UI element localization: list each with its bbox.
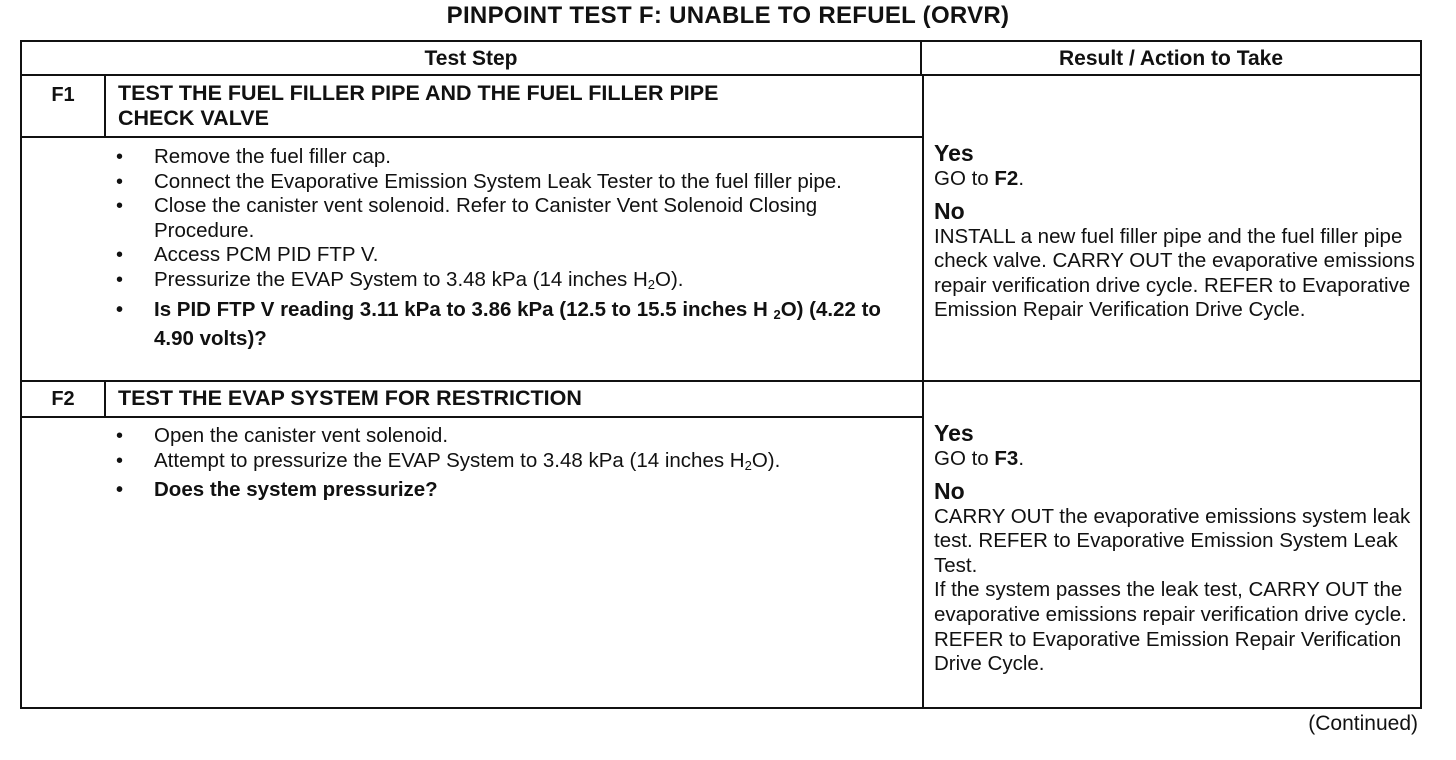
yes-action: GO to F2. bbox=[934, 167, 1025, 190]
no-action-followup: If the system passes the leak test, CARRY OUT the evaporative emissions repair verification drive cycle. REFER to Evaporative Emission Repair Verification Drive Cycle. bbox=[934, 578, 1407, 676]
instruction-item: • Close the canister vent solenoid. Refer to Canister Vent Solenoid Closing Procedure. bbox=[116, 194, 886, 243]
step-number-f1: F1 bbox=[22, 74, 106, 138]
step-title-f1 bbox=[118, 81, 878, 131]
step-title-divider bbox=[22, 136, 922, 138]
instruction-question: • Does the system pressurize? bbox=[116, 478, 886, 503]
instruction-item: • Pressurize the EVAP System to 3.48 kPa (14 inches $H_2O$). bbox=[116, 268, 886, 298]
step-title-line: TEST THE FUEL FILLER PIPE AND THE FUEL FILLER PIPE bbox=[118, 81, 719, 105]
instruction-item: • Attempt to pressurize the EVAP System to 3.48 kPa (14 inches $H_2O$). bbox=[116, 449, 886, 479]
instruction-item: • Connect the Evaporative Emission System Leak Tester to the fuel filler pipe. bbox=[116, 170, 886, 195]
step-f1-instructions bbox=[116, 145, 886, 352]
continued-note: (Continued) bbox=[1308, 712, 1418, 735]
step-f1-result bbox=[934, 140, 1420, 323]
step-f2-instructions bbox=[116, 424, 886, 503]
column-divider bbox=[922, 74, 924, 709]
step-title-divider bbox=[22, 416, 922, 418]
no-label: No bbox=[934, 197, 965, 224]
instruction-question: • Is PID FTP V reading 3.11 kPa to 3.86 kPa (12.5 to 15.5 inches H $_2$O) (4.22 to 4.90 volts)? bbox=[116, 298, 886, 352]
instruction-item: • Remove the fuel filler cap. bbox=[116, 145, 886, 170]
no-action: INSTALL a new fuel filler pipe and the fuel filler pipe check valve. CARRY OUT the evaporative emissions repair verification drive cycle. REFER to Evaporative Emission Repair Verification Drive Cycle. bbox=[934, 224, 1415, 322]
yes-label: Yes bbox=[934, 420, 974, 446]
step-f2-result bbox=[934, 420, 1420, 677]
pinpoint-test-table bbox=[20, 40, 1422, 709]
no-action: CARRY OUT the evaporative emissions system leak test. REFER to Evaporative Emission System Leak Test. bbox=[934, 504, 1411, 577]
instruction-item: • Open the canister vent solenoid. bbox=[116, 424, 886, 449]
yes-label: Yes bbox=[934, 140, 974, 166]
yes-action: GO to F3. bbox=[934, 447, 1025, 470]
section-divider bbox=[22, 380, 1420, 382]
instruction-item: • Access PCM PID FTP V. bbox=[116, 243, 886, 268]
page-title: PINPOINT TEST F: UNABLE TO REFUEL (ORVR) bbox=[446, 2, 1010, 29]
column-header-test-step: Test Step bbox=[22, 42, 922, 76]
step-title-line: CHECK VALVE bbox=[118, 106, 269, 130]
column-header-result: Result / Action to Take bbox=[922, 42, 1420, 76]
step-title-f2: TEST THE EVAP SYSTEM FOR RESTRICTION bbox=[118, 386, 582, 410]
step-number-f2: F2 bbox=[22, 382, 106, 418]
no-label: No bbox=[934, 477, 965, 504]
